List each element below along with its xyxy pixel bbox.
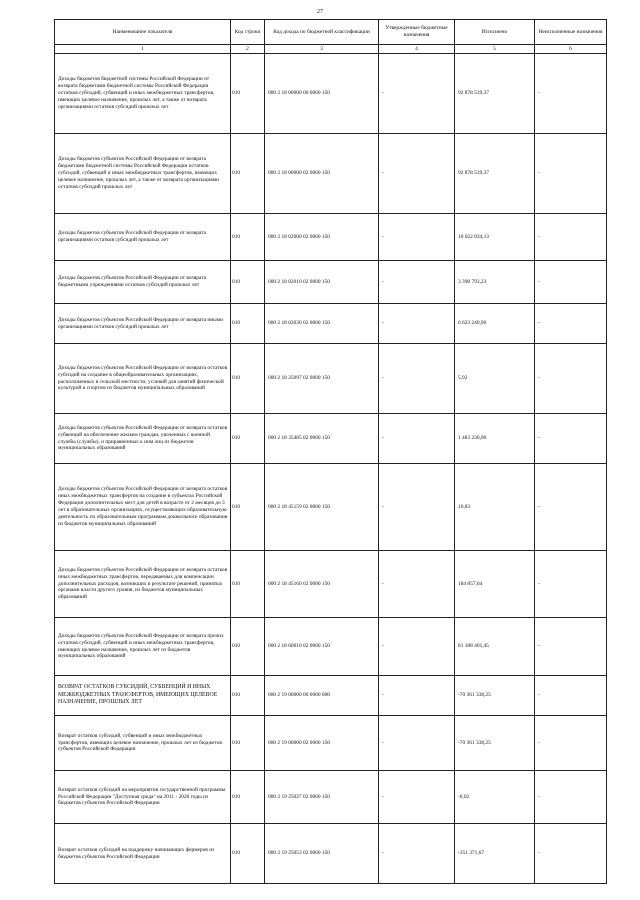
row-approved: - <box>379 824 455 884</box>
header-row <box>55 20 607 45</box>
table-row <box>55 54 607 134</box>
row-kbk: 000 2 18 25097 02 0000 150 <box>265 344 379 414</box>
table-row <box>55 134 607 214</box>
row-approved: - <box>379 214 455 261</box>
row-code: 010 <box>231 771 265 824</box>
row-approved: - <box>379 414 455 464</box>
header-executed: Исполнено <box>455 20 535 45</box>
row-code: 010 <box>231 676 265 716</box>
row-executed: 1 483 230,00 <box>455 414 535 464</box>
column-number: 3 <box>265 45 379 54</box>
row-executed: 81 188 401,45 <box>455 618 535 676</box>
row-name: Возврат остатков субсидий на поддержку начинающих фермеров из бюджетов субъектов Российской Федерации <box>55 824 231 884</box>
row-executed: 10 022 034,13 <box>455 214 535 261</box>
page-number: 27 <box>317 9 323 15</box>
row-kbk: 000 2 18 02030 02 0000 150 <box>265 304 379 344</box>
row-kbk: 000 2 18 45159 02 0000 150 <box>265 464 379 551</box>
row-kbk: 000 2 19 25027 02 0000 150 <box>265 771 379 824</box>
row-name: Доходы бюджетов субъектов Российской Федерации от возврата остатков субвенций на обеспечение жильем граждан, уволенных с военной службы (службы), и приравненных к ним лиц из бюджетов муниципальных образований <box>55 414 231 464</box>
row-kbk: 000 2 18 00000 02 0000 150 <box>265 134 379 214</box>
row-code: 010 <box>231 54 265 134</box>
column-number-row <box>55 45 607 54</box>
row-unexecuted: - <box>535 344 607 414</box>
row-executed: 3 398 793,23 <box>455 261 535 304</box>
row-approved: - <box>379 54 455 134</box>
row-code: 010 <box>231 551 265 618</box>
row-name: Возврат остатков субсидий на мероприятия государственной программы Российской Федерации "Доступная среда" на 2011 - 2020 годы из бюджетов субъектов Российской Федерации <box>55 771 231 824</box>
row-name: Доходы бюджетов субъектов Российской Федерации от возврата иными организациями остатков субсидий прошлых лет <box>55 304 231 344</box>
table-row <box>55 214 607 261</box>
revenue-table <box>54 19 607 884</box>
row-code: 010 <box>231 134 265 214</box>
row-executed: 92 878 539,37 <box>455 54 535 134</box>
row-code: 010 <box>231 344 265 414</box>
row-unexecuted: - <box>535 214 607 261</box>
row-approved: - <box>379 618 455 676</box>
row-executed: 5,92 <box>455 344 535 414</box>
row-executed: -0,02 <box>455 771 535 824</box>
row-code: 010 <box>231 464 265 551</box>
row-name: Доходы бюджетов субъектов Российской Федерации от возврата бюджетными учреждениями остатков субсидий прошлых лет <box>55 261 231 304</box>
column-number: 2 <box>231 45 265 54</box>
table-row <box>55 261 607 304</box>
row-kbk: 000 2 18 45160 02 0000 150 <box>265 551 379 618</box>
row-name: Доходы бюджетов субъектов Российской Федерации от возврата организациями остатков субсидий прошлых лет <box>55 214 231 261</box>
row-approved: - <box>379 771 455 824</box>
row-unexecuted: - <box>535 716 607 771</box>
row-code: 010 <box>231 304 265 344</box>
row-name: Доходы бюджетов субъектов Российской Федерации от возврата остатков субсидий на создание в общеобразовательных организациях, расположенных в сельской местности, условий для занятий физической культурой и спортом из бюджетов муниципальных образований <box>55 344 231 414</box>
row-approved: - <box>379 304 455 344</box>
row-kbk: 000 2 19 00000 00 0000 000 <box>265 676 379 716</box>
table-row <box>55 618 607 676</box>
row-unexecuted: - <box>535 261 607 304</box>
row-kbk: 000 2 18 00000 00 0000 150 <box>265 54 379 134</box>
header-code: Код строки <box>231 20 265 45</box>
row-approved: - <box>379 676 455 716</box>
row-kbk: 000 2 18 02010 02 0000 150 <box>265 261 379 304</box>
row-name: ВОЗВРАТ ОСТАТКОВ СУБСИДИЙ, СУБВЕНЦИЙ И ИНЫХ МЕЖБЮДЖЕТНЫХ ТРАНСФЕРТОВ, ИМЕЮЩИХ ЦЕЛЕВОЕ НАЗНАЧЕНИЕ, ПРОШЛЫХ ЛЕТ <box>55 676 231 716</box>
row-approved: - <box>379 716 455 771</box>
row-executed: -351 371,67 <box>455 824 535 884</box>
row-unexecuted: - <box>535 54 607 134</box>
header-approved: Утвержденные бюджетные назначения <box>379 20 455 45</box>
row-unexecuted: - <box>535 304 607 344</box>
row-name: Доходы бюджетов бюджетной системы Российской Федерации от возврата бюджетами бюджетной системы Российской Федерации остатков субсидий, субвенций и иных межбюджетных трансфертов, имеющих целевое назначение, прошлых лет, а также от возврата организациями остатков субсидий прошлых лет <box>55 54 231 134</box>
row-name: Доходы бюджетов субъектов Российской Федерации от возврата остатков иных межбюджетных трансфертов на создание в субъектах Российской Федерации дополнительных мест для детей в возрасте от 2 месяцев до 3 лет в образовательных организациях, осуществляющих образовательную деятельность по образовательным программам дошкольного образования из бюджетов муниципальных образований <box>55 464 231 551</box>
table-row <box>55 344 607 414</box>
row-code: 010 <box>231 716 265 771</box>
row-name: Доходы бюджетов субъектов Российской Федерации от возврата остатков иных межбюджетных трансфертов, передаваемых для компенсации дополнительных расходов, возникших в результате решений, принятых органами власти другого уровня, из бюджетов муниципальных образований <box>55 551 231 618</box>
row-executed: -70 361 338,25 <box>455 716 535 771</box>
row-code: 010 <box>231 261 265 304</box>
row-unexecuted: - <box>535 771 607 824</box>
row-approved: - <box>379 134 455 214</box>
row-kbk: 000 2 18 60010 02 0000 150 <box>265 618 379 676</box>
row-unexecuted: - <box>535 414 607 464</box>
column-number: 1 <box>55 45 231 54</box>
row-name: Доходы бюджетов субъектов Российской Федерации от возврата бюджетами бюджетной системы Российской Федерации остатков субсидий, субвенций и иных межбюджетных трансфертов, имеющих целевое назначение, прошлых лет, а также от возврата организациями остатков субсидий прошлых лет <box>55 134 231 214</box>
row-unexecuted: - <box>535 551 607 618</box>
header-unexecuted: Неисполненные назначения <box>535 20 607 45</box>
row-executed: 184 857,04 <box>455 551 535 618</box>
column-number: 6 <box>535 45 607 54</box>
row-code: 010 <box>231 414 265 464</box>
row-kbk: 000 2 18 35485 02 0000 150 <box>265 414 379 464</box>
table-row <box>55 716 607 771</box>
row-unexecuted: - <box>535 676 607 716</box>
row-executed: 10,83 <box>455 464 535 551</box>
row-executed: -70 361 338,25 <box>455 676 535 716</box>
row-unexecuted: - <box>535 618 607 676</box>
row-code: 010 <box>231 214 265 261</box>
row-unexecuted: - <box>535 824 607 884</box>
row-name: Возврат остатков субсидий, субвенций и иных межбюджетных трансфертов, имеющих целевое назначение, прошлых лет из бюджетов субъектов Российской Федерации <box>55 716 231 771</box>
row-kbk: 000 2 19 25053 02 0000 150 <box>265 824 379 884</box>
table-row <box>55 824 607 884</box>
row-kbk: 000 2 19 00000 02 0000 150 <box>265 716 379 771</box>
column-number: 4 <box>379 45 455 54</box>
table-row <box>55 676 607 716</box>
table-row <box>55 771 607 824</box>
row-executed: 92 878 539,37 <box>455 134 535 214</box>
row-approved: - <box>379 261 455 304</box>
column-number: 5 <box>455 45 535 54</box>
table-row <box>55 551 607 618</box>
row-unexecuted: - <box>535 464 607 551</box>
row-code: 010 <box>231 618 265 676</box>
row-code: 010 <box>231 824 265 884</box>
table-row <box>55 464 607 551</box>
row-unexecuted: - <box>535 134 607 214</box>
row-kbk: 000 2 18 02000 02 0000 150 <box>265 214 379 261</box>
row-approved: - <box>379 551 455 618</box>
table-row <box>55 304 607 344</box>
header-kbk: Код дохода по бюджетной классификации <box>265 20 379 45</box>
header-name: Наименование показателя <box>55 20 231 45</box>
row-approved: - <box>379 464 455 551</box>
row-executed: 6 623 240,90 <box>455 304 535 344</box>
table-row <box>55 414 607 464</box>
row-approved: - <box>379 344 455 414</box>
row-name: Доходы бюджетов субъектов Российской Федерации от возврата прочих остатков субсидий, субвенций и иных межбюджетных трансфертов, имеющих целевое назначение, прошлых лет из бюджетов муниципальных образований <box>55 618 231 676</box>
